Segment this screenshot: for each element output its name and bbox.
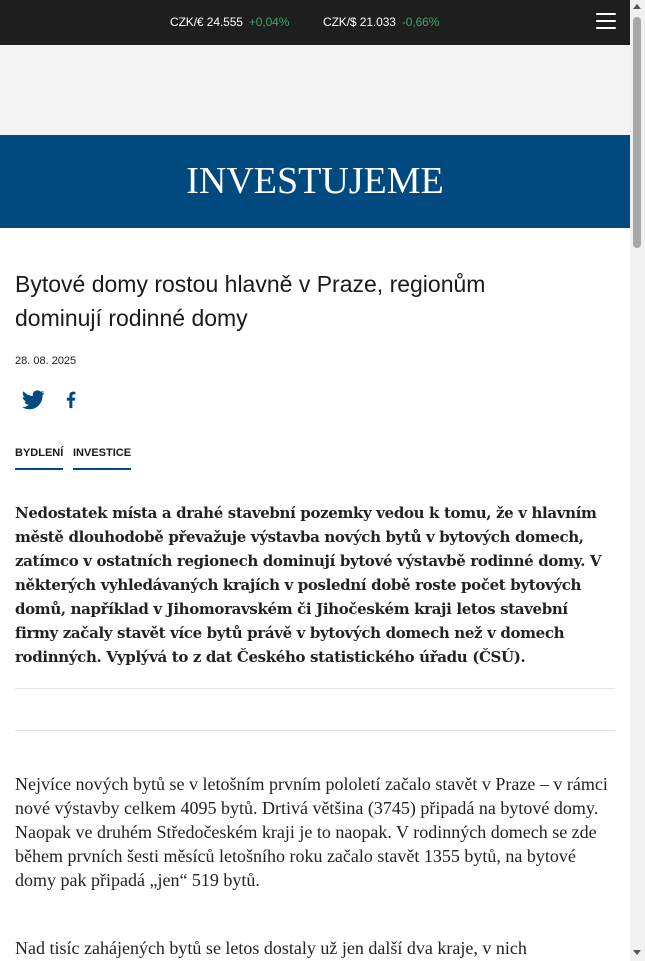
exchange-rate-usd-change: -0,66% — [401, 15, 440, 29]
scroll-down-arrow-icon[interactable] — [633, 950, 641, 955]
divider — [15, 688, 615, 689]
ad-placeholder — [0, 45, 630, 135]
article-paragraph: Nejvíce nových bytů se v letošním prvním pololetí začalo stavět v Praze – v rámci nové výstavby celkem 4095 bytů. Drtivá většina (3745) připadá na bytové domy. Naopak ve druhém Středočeském kraji je to naopak. V rodinných domech se zde během prvních šesti měsíců letošního roku začalo stavět 1355 bytů, na bytové domy pak připadá „jen“ 519 bytů. — [15, 774, 608, 890]
exchange-rate-usd — [323, 15, 439, 29]
vertical-scrollbar[interactable] — [630, 0, 645, 961]
exchange-rate-eur — [170, 15, 289, 29]
brand-banner — [0, 135, 630, 228]
twitter-icon[interactable] — [20, 386, 46, 412]
exchange-rate-eur-label: CZK/€ 24.555 — [170, 15, 243, 29]
hamburger-menu-icon[interactable] — [596, 13, 616, 31]
tag-investice[interactable]: INVESTICE — [73, 447, 131, 470]
divider — [15, 730, 615, 731]
article-lead: Nedostatek místa a drahé stavební pozemky vedou k tomu, že v hlavním městě dlouhodobě převažuje výstavba nových bytů v bytových domech, zatímco v ostatních regionech dominují bytové výstavbě rodinné domy. V některých vyhledávaných krajích v poslední době roste počet bytových domů, například v Jihomoravském či Jihočeském kraji letos stavební firmy začaly stavět více bytů právě v bytových domech než v domech rodinných. Vyplývá to z dat Českého statistického úřadu (ČSÚ). — [15, 504, 602, 666]
site-logo[interactable]: INVESTUJEME — [186, 160, 444, 202]
article-title: Bytové domy rostou hlavně v Praze, regionům dominují rodinné domy — [15, 271, 486, 331]
article-date: 28. 08. 2025 — [15, 355, 77, 367]
article-paragraph: Nad tisíc zahájených bytů se letos dostaly už jen další dva kraje, v nich — [15, 938, 527, 958]
exchange-rate-usd-label: CZK/$ 21.033 — [323, 15, 396, 29]
tag-bydleni[interactable]: BYDLENÍ — [15, 447, 63, 470]
scrollbar-thumb[interactable] — [633, 17, 641, 248]
scroll-up-arrow-icon[interactable] — [633, 4, 641, 9]
exchange-rate-eur-change: +0,04% — [248, 15, 290, 29]
facebook-icon[interactable] — [60, 386, 86, 412]
top-bar — [0, 0, 630, 45]
